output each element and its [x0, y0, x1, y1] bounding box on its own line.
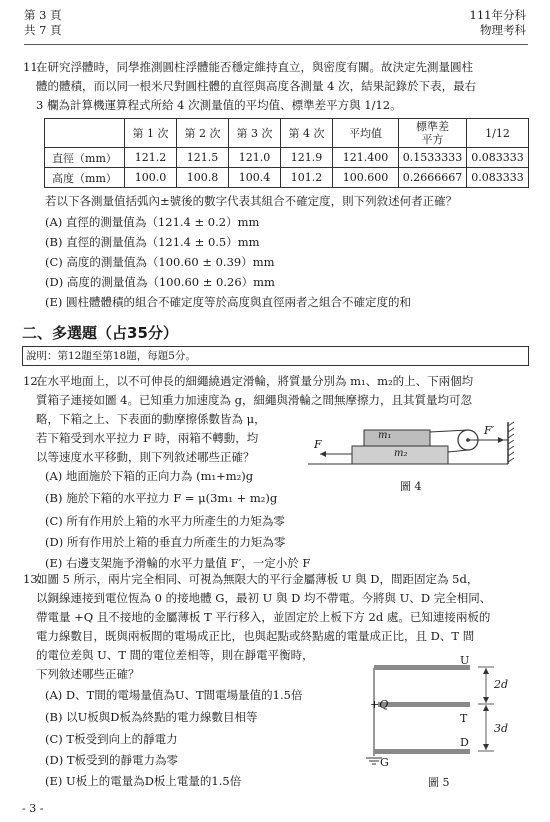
q11-option-c[interactable]: (C) 高度的測量值為（100.60 ± 0.39）mm [45, 255, 275, 269]
table-header-cell: 第 3 次 [229, 119, 281, 148]
question-11-number: 11. [23, 60, 42, 74]
q13-option-d[interactable]: (D) T板受到的靜電力為零 [45, 753, 179, 767]
upper-box [364, 430, 430, 446]
wall-hatching [508, 422, 514, 462]
table-header-cell: 平均值 [333, 119, 399, 148]
question-11-stem [23, 58, 528, 115]
label-D: D [460, 736, 469, 749]
arrow-down-icon [483, 697, 489, 703]
q12-stem-line: 質箱子連接如圖 4。已知重力加速度為 g，細繩與滑輪之間無摩擦力，且其質量均可忽 [36, 393, 472, 407]
label-T: T [460, 712, 468, 725]
table-cell: 100.4 [229, 168, 281, 188]
q12-option-d[interactable]: (D) 所有作用於上箱的垂直力所產生的力矩為零 [45, 535, 286, 549]
q12-option-a[interactable]: (A) 地面施於下箱的正向力為 (m₁+m₂)g [45, 469, 254, 483]
table-row [45, 168, 529, 188]
table-header-cell: 1/12 [467, 119, 529, 148]
question-13-number: 13. [23, 572, 42, 586]
header-divider [24, 44, 528, 45]
figure-5-caption: 圖 5 [428, 776, 450, 789]
plate-U [374, 665, 470, 670]
table-cell: 121.2 [125, 148, 177, 168]
section-title: 二、多選題（占35分） [22, 324, 178, 342]
table-cell: 高度（mm） [45, 168, 125, 188]
q12-option-e[interactable]: (E) 右邊支架施予滑輪的水平力量值 F′，一定小於 F [45, 556, 311, 570]
arrow-up-icon [483, 705, 489, 711]
table-cell: 121.400 [333, 148, 399, 168]
figure-4 [308, 418, 522, 496]
table-cell: 0.1533333 [399, 148, 467, 168]
page-footer: - 3 - [22, 802, 44, 815]
lower-rope [448, 450, 468, 452]
std-header-line: 平方 [421, 133, 444, 146]
table-header-cell: 第 2 次 [177, 119, 229, 148]
q13-stem-line: 電力線數目，既與兩板間的電場成正比，也與起點或終點處的電量成正比，且 D、T 間 [36, 629, 475, 643]
table-cell: 0.2666667 [399, 168, 467, 188]
q13-stem-line: 下列敘述哪些正確？ [36, 667, 140, 681]
table-cell: 101.2 [281, 168, 333, 188]
table-cell: 100.8 [177, 168, 229, 188]
table-cell: 直徑（mm） [45, 148, 125, 168]
plate-D [374, 749, 470, 754]
q13-stem-line: 如圖 5 所示，兩片完全相同、可視為無限大的平行金屬薄板 U 與 D，間距固定為 5d， [36, 572, 479, 586]
figure-4-caption: 圖 4 [400, 480, 422, 493]
force-Fp-arrowhead-icon [498, 437, 504, 443]
page-header-right [470, 8, 526, 38]
figure-5-diagram [362, 660, 522, 770]
q12-stem-line: 略，下箱之上、下表面的動摩擦係數皆為 μ， [36, 412, 266, 426]
force-F-arrowhead-icon [320, 451, 326, 457]
q12-stem-line: 以等速度水平移動，則下列敘述哪些正確？ [36, 450, 255, 464]
q13-stem-line: 帶電量 +Q 且不接地的金屬薄板 T 平行移入，並固定於上板下方 2d 處。已知連接兩板的 [36, 610, 491, 624]
q11-option-e[interactable]: (E) 圓柱體體積的組合不確定度等於高度與直徑兩者之組合不確定度的和 [45, 295, 412, 309]
label-U: U [460, 654, 470, 667]
label-m2: m₂ [394, 448, 408, 459]
table-cell: 100.600 [333, 168, 399, 188]
q13-stem-line: 的電位差與 U、T 間的電位差相等，則在靜電平衡時， [36, 648, 314, 662]
table-cell: 0.083333 [467, 148, 529, 168]
page-header-left [24, 8, 62, 38]
label-2d: 2d [494, 678, 509, 691]
q13-option-b[interactable]: (B) 以U板與D板為終點的電力線數目相等 [45, 710, 258, 724]
q11-option-d[interactable]: (D) 高度的測量值為（100.60 ± 0.26）mm [45, 275, 275, 289]
section-note: 說明：第12題至第18題，每題5分。 [22, 346, 529, 366]
label-m1: m₁ [378, 430, 392, 441]
total-pages-label: 共 7 頁 [24, 23, 62, 37]
page-number-label: 第 3 頁 [24, 8, 62, 22]
q12-option-b[interactable]: (B) 施於下箱的水平拉力 F = μ(3m₁ + m₂)g [45, 491, 278, 505]
table-row [45, 148, 529, 168]
table-cell: 121.0 [229, 148, 281, 168]
table-cell: 121.5 [177, 148, 229, 168]
table-header-cell: 第 4 次 [281, 119, 333, 148]
q12-stem-line: 若下箱受到水平拉力 F 時，兩箱不轉動，均 [36, 431, 259, 445]
q12-stem-line: 在水平地面上，以不可伸長的細繩繞過定滑輪，將質量分別為 m₁、m₂的上、下兩個均 [36, 374, 474, 388]
table-header-cell: 第 1 次 [125, 119, 177, 148]
arrow-up-icon [483, 668, 489, 674]
label-F-prime: F′ [484, 424, 495, 437]
measurement-table [44, 118, 529, 188]
label-plus-Q: +Q [370, 698, 389, 711]
q11-option-a[interactable]: (A) 直徑的測量值為（121.4 ± 0.2）mm [45, 215, 260, 229]
plate-T [378, 702, 470, 707]
label-3d: 3d [494, 722, 509, 735]
q12-option-c[interactable]: (C) 所有作用於上箱的水平力所產生的力矩為零 [45, 514, 285, 528]
q13-stem-line: 以銅線連接到電位恆為 0 的接地體 G，最初 U 與 D 均不帶電。今將與 U、D 完全相同、 [36, 591, 492, 605]
table-cell: 100.0 [125, 168, 177, 188]
question-12-number: 12. [23, 374, 42, 388]
q11-option-b[interactable]: (B) 直徑的測量值為（121.4 ± 0.5）mm [45, 235, 260, 249]
q13-option-a[interactable]: (A) D、T間的電場量值為U、T間電場量值的1.5倍 [45, 688, 303, 702]
q11-stem-line: 在研究浮體時，同學推測圓柱浮體能否穩定維持直立，與密度有關。故決定先測量圓柱 [36, 60, 473, 74]
table-cell: 121.9 [281, 148, 333, 168]
exam-year-label: 111年分科 [469, 8, 526, 22]
label-F: F [314, 438, 322, 451]
q11-stem-line: 體的體積，而以同一根米尺對圓柱體的直徑與高度各測量 4 次，結果記錄於下表，最右 [36, 79, 477, 93]
q13-option-e[interactable]: (E) U板上的電量為D板上電量的1.5倍 [45, 774, 242, 788]
q13-option-c[interactable]: (C) T板受到向上的靜電力 [45, 732, 178, 746]
q11-prompt: 若以下各測量值括弧內±號後的數字代表其組合不確定度，則下列敘述何者正確？ [45, 194, 458, 208]
subject-label: 物理考科 [480, 23, 526, 37]
figure-5 [362, 654, 522, 789]
arrow-down-icon [483, 744, 489, 750]
table-header-cell-std [399, 119, 467, 148]
std-header-line: 標準差 [416, 120, 449, 133]
table-header-row [45, 119, 529, 148]
table-cell: 0.083333 [467, 168, 529, 188]
label-G: G [380, 756, 389, 769]
q11-stem-line: 3 欄為計算機運算程式所給 4 次測量值的平均值、標準差平方與 1/12。 [36, 98, 402, 112]
table-header-cell [45, 119, 125, 148]
